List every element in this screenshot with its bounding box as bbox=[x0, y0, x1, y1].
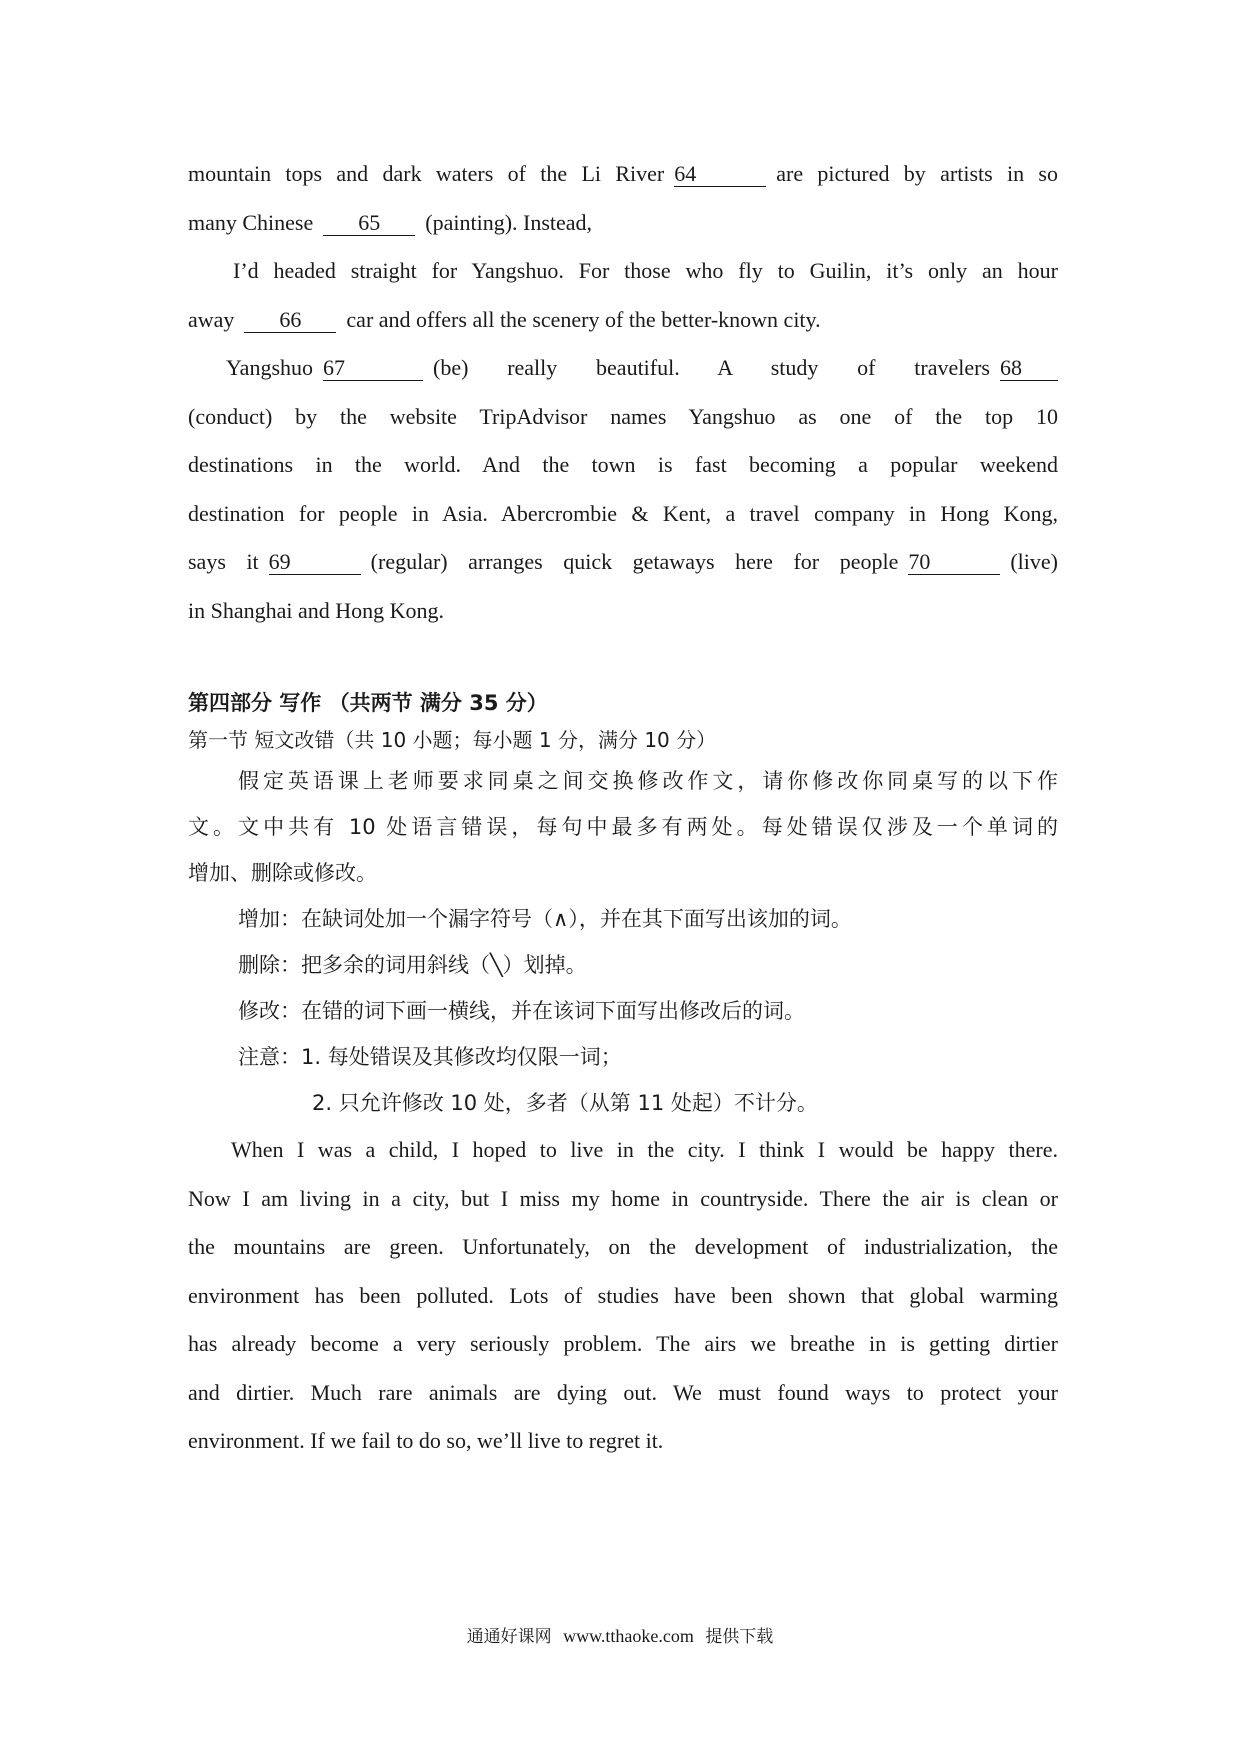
blank-64: 64 bbox=[674, 162, 766, 187]
text: are pictured by artists in so bbox=[776, 161, 1058, 186]
passage-line-1 bbox=[188, 150, 1058, 199]
rule-modify: 修改：在错的词下画一横线，并在该词下面写出修改后的词。 bbox=[238, 999, 805, 1023]
passage-line-9 bbox=[188, 538, 1058, 587]
essay-line-4: environment has been polluted. Lots of studies have been shown that global warming bbox=[188, 1282, 1058, 1308]
part4-heading: 第四部分 写作 （共两节 满分 35 分） bbox=[188, 691, 548, 715]
text: car and offers all the scenery of the better-known city. bbox=[346, 306, 821, 332]
page-footer bbox=[0, 1622, 1240, 1647]
essay-line-3: the mountains are green. Unfortunately, on the development of industrialization, the bbox=[188, 1234, 1058, 1259]
essay-line-7: environment. If we fail to do so, we’ll live to regret it. bbox=[188, 1428, 664, 1453]
passage-line-3: I’d headed straight for Yangshuo. For those who fly to Guilin, it’s only an hour bbox=[233, 258, 1058, 283]
essay-line-2: Now I am living in a city, but I miss my home in countryside. There the air is clean or bbox=[188, 1185, 1058, 1211]
instruction-line-1 bbox=[188, 758, 1058, 804]
text: (be) really beautiful. A study of travelers bbox=[433, 355, 990, 380]
blank-65: 65 bbox=[323, 211, 415, 236]
rule-delete: 删除：把多余的词用斜线（╲）划掉。 bbox=[238, 953, 587, 977]
passage-line-4 bbox=[188, 296, 1058, 345]
footer-url: www.tthaoke.com bbox=[563, 1626, 694, 1646]
essay-line-5: has already become a very seriously problem. The airs we breathe in is getting dirtier bbox=[188, 1331, 1058, 1356]
text: (painting). Instead, bbox=[425, 209, 593, 235]
blank-66: 66 bbox=[244, 308, 336, 333]
note-1: 注意：1. 每处错误及其修改均仅限一词； bbox=[238, 1045, 622, 1069]
text: 文。文中共有 10 处语言错误，每句中最多有两处。每处错误仅涉及一个单词的 bbox=[188, 815, 1058, 839]
text: Yangshuo bbox=[226, 355, 314, 380]
passage-line-6: (conduct) by the website TripAdvisor names Yangshuo as one of the top 10 bbox=[188, 403, 1058, 429]
blank-68: 68 bbox=[1000, 356, 1058, 381]
instruction-line-2 bbox=[188, 804, 1058, 850]
footer-site-name: 通通好课网 bbox=[466, 1627, 552, 1647]
passage-line-8: destination for people in Asia. Abercrombie & Kent, a travel company in Hong Kong, bbox=[188, 500, 1058, 526]
text: (live) bbox=[1010, 549, 1058, 574]
instruction-line-3: 增加、删除或修改。 bbox=[188, 861, 377, 885]
passage-line-2 bbox=[188, 199, 1058, 248]
blank-69: 69 bbox=[269, 550, 361, 575]
text: many Chinese bbox=[188, 209, 314, 235]
passage-line-10: in Shanghai and Hong Kong. bbox=[188, 597, 445, 623]
text: says it bbox=[188, 549, 259, 574]
blank-67: 67 bbox=[323, 356, 423, 381]
text: mountain tops and dark waters of the Li River bbox=[188, 161, 665, 186]
blank-70: 70 bbox=[908, 550, 1000, 575]
text: (regular) arranges quick getaways here for people bbox=[370, 549, 899, 574]
footer-download-text: 提供下载 bbox=[705, 1627, 774, 1647]
rule-add: 增加：在缺词处加一个漏字符号（∧），并在其下面写出该加的词。 bbox=[238, 907, 852, 931]
note-2: 2. 只允许修改 10 处，多者（从第 11 处起）不计分。 bbox=[312, 1091, 818, 1115]
section1-title: 第一节 短文改错（共 10 小题；每小题 1 分，满分 10 分） bbox=[188, 728, 717, 752]
essay-line-1: When I was a child, I hoped to live in the city. I think I would be happy there. bbox=[231, 1137, 1058, 1162]
essay-line-6: and dirtier. Much rare animals are dying out. We must found ways to protect your bbox=[188, 1379, 1058, 1405]
text: away bbox=[188, 306, 235, 332]
document-page bbox=[188, 150, 1058, 1466]
passage-line-5 bbox=[188, 344, 1058, 393]
passage-line-7: destinations in the world. And the town is fast becoming a popular weekend bbox=[188, 452, 1058, 477]
text: 假定英语课上老师要求同桌之间交换修改作文，请你修改你同桌写的以下作 bbox=[238, 769, 1058, 793]
